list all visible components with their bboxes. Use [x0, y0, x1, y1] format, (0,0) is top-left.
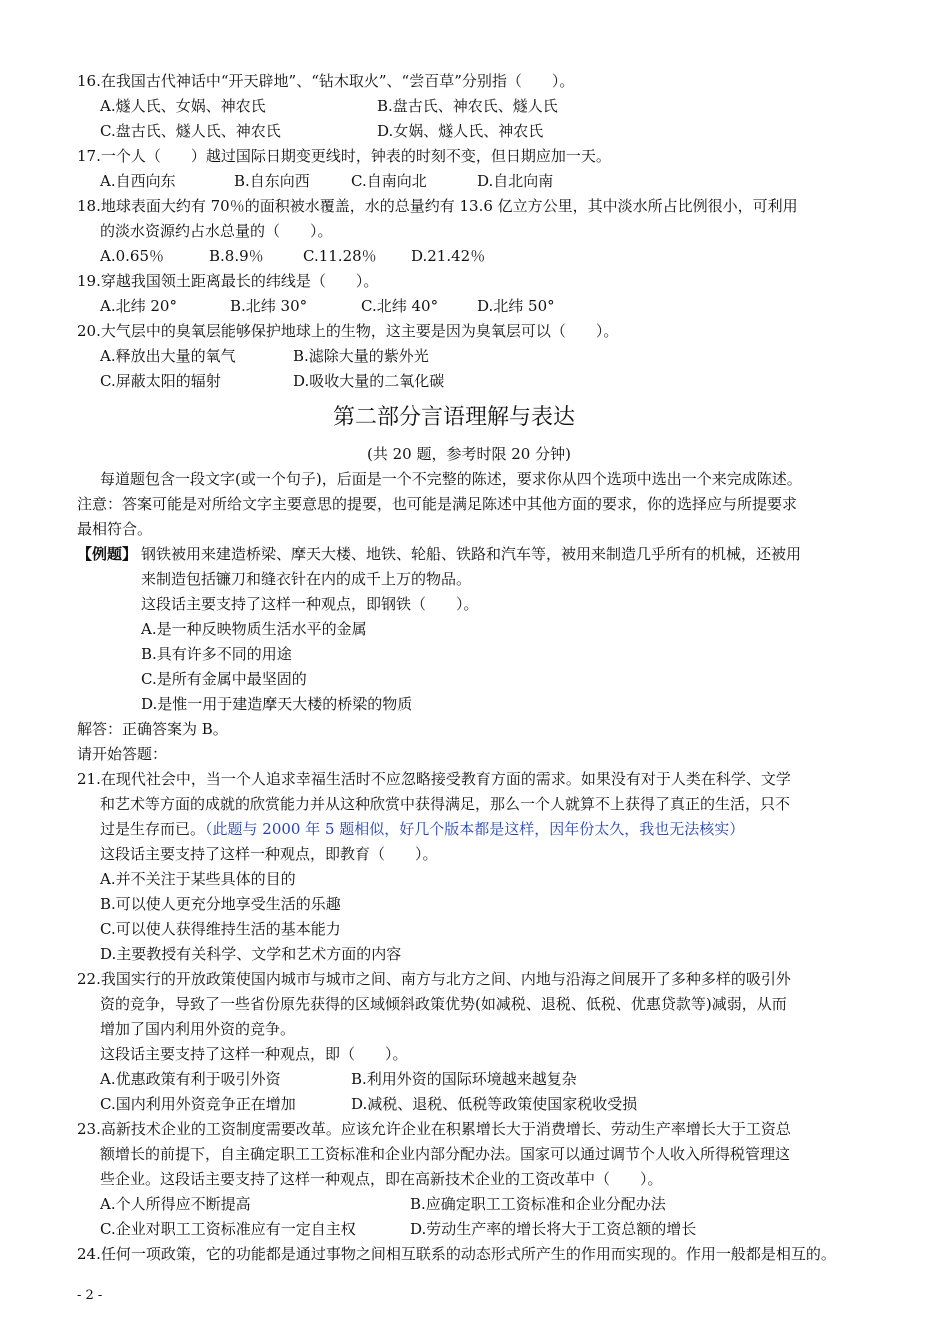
question-18-option-b: B.8.9％ — [209, 247, 264, 265]
instructions-line-2: 注意：答案可能是对所给文字主要意思的提要，也可能是满足陈述中其他方面的要求，你的选择应与所提要求 — [77, 495, 798, 513]
example-option-c: C.是所有金属中最坚固的 — [141, 670, 307, 688]
question-18-option-a: A.0.65％ — [100, 247, 164, 265]
question-20-option-d: D.吸收大量的二氧化碳 — [293, 372, 445, 390]
section-title: 第二部分言语理解与表达 — [333, 405, 576, 430]
question-21-line-2: 和艺术等方面的成就的欣赏能力并从这种欣赏中获得满足，那么一个人就算不上获得了真正的生活，只不 — [100, 795, 791, 813]
question-17-option-c: C.自南向北 — [351, 172, 427, 190]
question-16-option-a: A.燧人氏、女娲、神农氏 — [100, 97, 266, 115]
question-21-option-b: B.可以使人更充分地享受生活的乐趣 — [100, 895, 341, 913]
question-23-option-b: B.应确定职工工资标准和企业分配办法 — [410, 1195, 666, 1213]
question-22-question: 这段话主要支持了这样一种观点，即（ ）。 — [100, 1045, 408, 1063]
question-21-option-d: D.主要教授有关科学、文学和艺术方面的内容 — [100, 945, 402, 963]
question-22-option-a: A.优惠政策有利于吸引外资 — [100, 1070, 281, 1088]
question-17-stem: 17.一个人（ ）越过国际日期变更线时，钟表的时刻不变，但日期应加一天。 — [77, 147, 611, 165]
example-text-line-1: 钢铁被用来建造桥梁、摩天大楼、地铁、轮船、铁路和汽车等，被用来制造几乎所有的机械，还被用 — [141, 545, 802, 563]
question-21-editor-note: （此题与 2000 年 5 题相似，好几个版本都是这样，因年份太久，我也无法核实） — [205, 820, 745, 838]
question-20-option-c: C.屏蔽太阳的辐射 — [100, 372, 221, 390]
question-22-line-1: 22.我国实行的开放政策使国内城市与城市之间、南方与北方之间、内地与沿海之间展开了多种多样的吸引外 — [77, 970, 791, 988]
question-20-option-a: A.释放出大量的氧气 — [100, 347, 236, 365]
question-22-option-b: B.利用外资的国际环境越来越复杂 — [351, 1070, 577, 1088]
page-number: - 2 - — [77, 1288, 103, 1303]
question-22-option-c: C.国内利用外资竞争正在增加 — [100, 1095, 296, 1113]
question-18-option-d: D.21.42％ — [411, 247, 486, 265]
question-19-option-b: B.北纬 30° — [230, 297, 308, 315]
question-17-option-d: D.自北向南 — [477, 172, 554, 190]
question-21-option-c: C.可以使人获得维持生活的基本能力 — [100, 920, 341, 938]
question-18-stem-line-1: 18.地球表面大约有 70％的面积被水覆盖，水的总量约有 13.6 亿立方公里，其中淡水所占比例很小，可利用 — [77, 197, 798, 215]
question-23-option-c: C.企业对职工工资标准应有一定自主权 — [100, 1220, 356, 1238]
question-17-option-b: B.自东向西 — [234, 172, 310, 190]
question-21-line-3-text: 过是生存而已。 — [100, 820, 206, 838]
question-22-line-3: 增加了国内利用外资的竞争。 — [100, 1020, 296, 1038]
question-20-option-b: B.滤除大量的紫外光 — [293, 347, 429, 365]
question-23-line-1: 23.高新技术企业的工资制度需要改革。应该允许企业在积累增长大于消费增长、劳动生产率增长大于工资总 — [77, 1120, 791, 1138]
example-option-b: B.具有许多不同的用途 — [141, 645, 292, 663]
question-19-option-c: C.北纬 40° — [361, 297, 439, 315]
question-23-option-d: D.劳动生产率的增长将大于工资总额的增长 — [410, 1220, 697, 1238]
question-22-line-2: 资的竞争，导致了一些省份原先获得的区域倾斜政策优势(如减税、退税、低税、优惠贷款等)减弱，从而 — [100, 995, 787, 1013]
question-20-stem: 20.大气层中的臭氧层能够保护地球上的生物，这主要是因为臭氧层可以（ ）。 — [77, 322, 619, 340]
question-21-line-3 — [100, 818, 744, 840]
question-16-option-d: D.女娲、燧人氏、神农氏 — [377, 122, 544, 140]
instructions-line-3: 最相符合。 — [77, 520, 153, 538]
question-18-stem-line-2: 的淡水资源约占水总量的（ ）。 — [100, 222, 333, 240]
example-tag: 【例题】 — [77, 545, 138, 563]
question-24-line-1: 24.任何一项政策，它的功能都是通过事物之间相互联系的动态形式所产生的作用而实现的。作用一般都是相互的。 — [77, 1245, 836, 1263]
instructions-line-1: 每道题包含一段文字(或一个句子)，后面是一个不完整的陈述，要求你从四个选项中选出一个来完成陈述。 — [100, 470, 802, 488]
start-prompt: 请开始答题： — [77, 745, 168, 763]
question-23-line-2: 额增长的前提下，自主确定职工工资标准和企业内部分配办法。国家可以通过调节个人收入所得税管理这 — [100, 1145, 791, 1163]
question-16-stem: 16.在我国古代神话中“开天辟地”、“钻木取火”、“尝百草”分别指（ ）。 — [77, 72, 575, 90]
question-21-line-1: 21.在现代社会中，当一个人追求幸福生活时不应忽略接受教育方面的需求。如果没有对于人类在科学、文学 — [77, 770, 791, 788]
section-subtitle: (共 20 题，参考时限 20 分钟) — [367, 445, 571, 463]
question-23-option-a: A.个人所得应不断提高 — [100, 1195, 251, 1213]
question-21-option-a: A.并不关注于某些具体的目的 — [100, 870, 296, 888]
question-21-question: 这段话主要支持了这样一种观点，即教育（ ）。 — [100, 845, 438, 863]
example-option-a: A.是一种反映物质生活水平的金属 — [141, 620, 367, 638]
question-17-option-a: A.自西向东 — [100, 172, 176, 190]
example-option-d: D.是惟一用于建造摩天大楼的桥梁的物质 — [141, 695, 413, 713]
question-16-option-c: C.盘古氏、燧人氏、神农氏 — [100, 122, 281, 140]
question-16-option-b: B.盘古氏、神农氏、燧人氏 — [377, 97, 558, 115]
question-23-line-3: 些企业。这段话主要支持了这样一种观点，即在高新技术企业的工资改革中（ ）。 — [100, 1170, 663, 1188]
question-19-option-a: A.北纬 20° — [100, 297, 177, 315]
example-answer: 解答：正确答案为 B。 — [77, 720, 228, 738]
example-question: 这段话主要支持了这样一种观点，即钢铁（ ）。 — [141, 595, 479, 613]
example-text-line-2: 来制造包括镰刀和缝衣针在内的成千上万的物品。 — [141, 570, 472, 588]
question-19-stem: 19.穿越我国领土距离最长的纬线是（ ）。 — [77, 272, 379, 290]
question-18-option-c: C.11.28％ — [303, 247, 377, 265]
question-22-option-d: D.减税、退税、低税等政策使国家税收受损 — [351, 1095, 638, 1113]
question-19-option-d: D.北纬 50° — [477, 297, 555, 315]
